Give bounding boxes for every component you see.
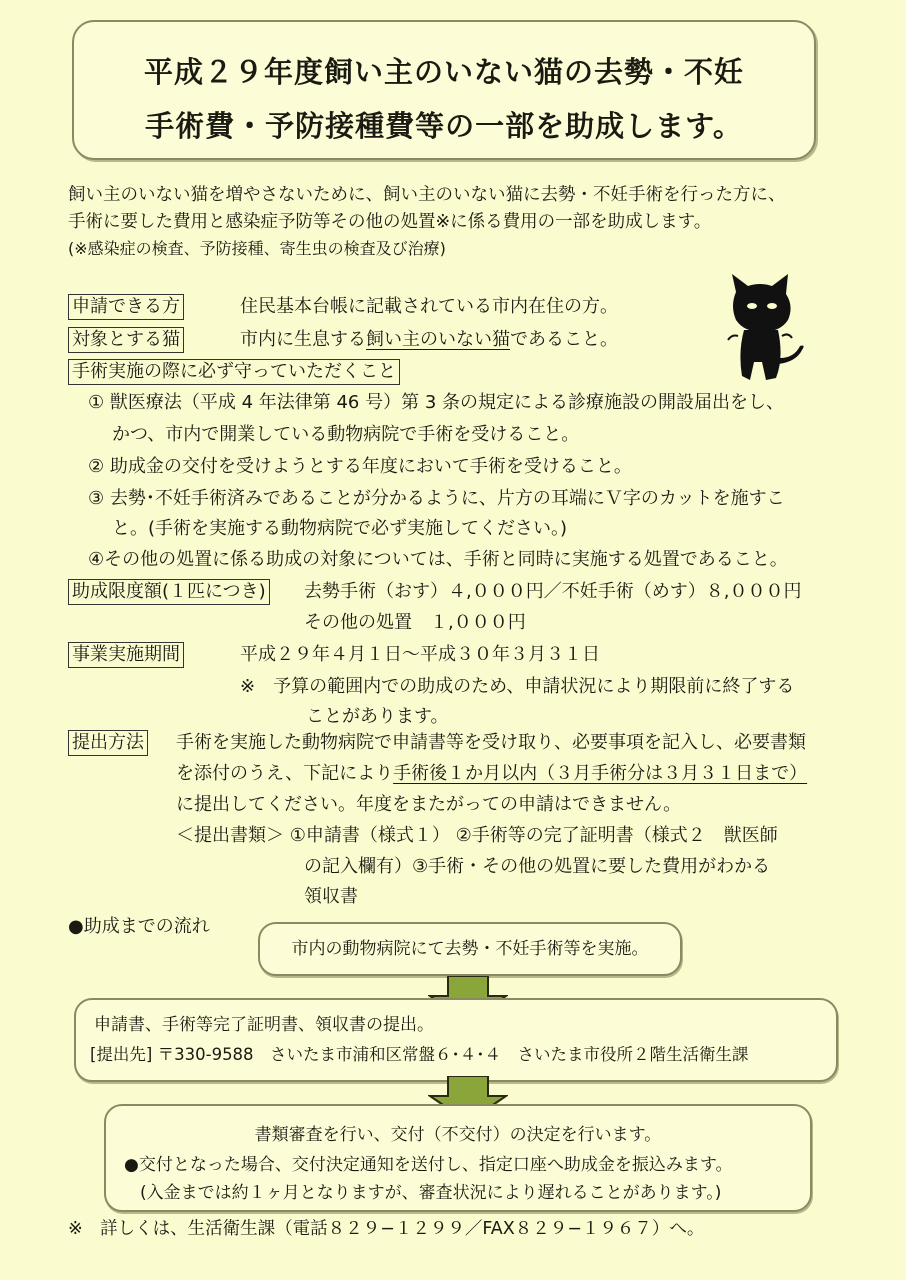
- limit-row: [68, 577, 270, 607]
- flow-step2-line2: [提出先] 〒330-9588 さいたま市浦和区常盤６･４･４ さいたま市役所２階生活衛生課: [90, 1045, 749, 1064]
- limit-label: 助成限度額(１匹につき): [68, 579, 270, 605]
- rule-2: ② 助成金の交付を受けようとする年度において手術を受けること。: [88, 456, 632, 477]
- title-box: [72, 20, 816, 160]
- flow-step2-box: [74, 998, 838, 1082]
- submit-line1: 手術を実施した動物病院で申請書等を受け取り、必要事項を記入し、必要書類: [176, 732, 806, 753]
- target-label: 対象とする猫: [68, 327, 184, 353]
- rules-label: 手術実施の際に必ず守っていただくこと: [68, 359, 400, 385]
- rule-4: ④その他の処置に係る助成の対象については、手術と同時に実施する処置であること。: [88, 549, 788, 570]
- submit-line2-underlined: 手術後１か月以内（３月手術分は３月３１日まで）: [393, 763, 808, 784]
- period-text: 平成２９年４月１日〜平成３０年３月３１日: [240, 644, 600, 665]
- submit-line2: [176, 759, 807, 789]
- limit-line1: 去勢手術（おす）４,０００円／不妊手術（めす）８,０００円: [304, 581, 802, 602]
- target-text-underlined: 飼い主のいない猫: [366, 329, 510, 350]
- rule-1a: ① 獣医療法（平成 4 年法律第 46 号）第 3 条の規定による診療施設の開設届出をし、: [88, 392, 784, 413]
- rule-3a: ③ 去勢･不妊手術済みであることが分かるように、片方の耳端にＶ字のカットを施すこ: [88, 488, 785, 509]
- flow-heading: ●助成までの流れ: [68, 916, 210, 937]
- target-text-pre: 市内に生息する: [240, 329, 366, 350]
- submit-docs2: の記入欄有）③手術・その他の処置に要した費用がわかる: [304, 856, 771, 877]
- page-title-line2: 手術費・予防接種費等の一部を助成します。: [145, 109, 743, 143]
- submit-line3: に提出してください。年度をまたがっての申請はできません。: [176, 794, 682, 815]
- submit-docs3: 領収書: [304, 886, 358, 907]
- intro-note: (※感染症の検査、予防接種、寄生虫の検査及び治療): [68, 239, 446, 258]
- rule-3b: と。(手術を実施する動物病院で必ず実施してください。): [112, 518, 568, 539]
- period-note-b: ことがあります。: [306, 706, 449, 727]
- target-row: [68, 325, 184, 355]
- eligible-text: 住民基本台帳に記載されている市内在住の方。: [240, 296, 618, 317]
- flow-step3-line2: ●交付となった場合、交付決定通知を送付し、指定口座へ助成金を振込みます。: [124, 1155, 733, 1175]
- footer-note: ※ 詳しくは、生活衛生課（電話８２９−１２９９／FAX８２９−１９６７）へ。: [68, 1219, 705, 1239]
- black-cat-icon: [718, 272, 808, 388]
- period-row: [68, 640, 184, 670]
- rule-1b: かつ、市内で開業している動物病院で手術を受けること。: [112, 424, 580, 445]
- submit-docs1: ＜提出書類＞ ①申請書（様式１） ②手術等の完了証明書（様式２ 獣医師: [176, 825, 778, 846]
- submit-line2-pre: を添付のうえ、下記により: [176, 763, 394, 784]
- flow-step1-box: [258, 922, 682, 976]
- eligible-label: 申請できる方: [68, 294, 184, 320]
- limit-line2: その他の処置 １,０００円: [304, 612, 526, 633]
- flow-step3-box: [104, 1104, 812, 1212]
- page-title-line1: 平成２９年度飼い主のいない猫の去勢・不妊: [143, 55, 744, 89]
- intro-line1: 飼い主のいない猫を増やさないために、飼い主のいない猫に去勢・不妊手術を行った方に、: [68, 185, 786, 205]
- flow-step2-line1: 申請書、手術等完了証明書、領収書の提出。: [94, 1015, 434, 1035]
- submit-row: [68, 728, 148, 758]
- eligible-row: [68, 292, 184, 322]
- period-label: 事業実施期間: [68, 642, 184, 668]
- flow-step1-text: 市内の動物病院にて去勢・不妊手術等を実施。: [291, 939, 649, 959]
- intro-line2: 手術に要した費用と感染症予防等その他の処置※に係る費用の一部を助成します。: [68, 212, 712, 232]
- period-note-a: ※ 予算の範囲内での助成のため、申請状況により期限前に終了する: [240, 676, 795, 697]
- flow-step3-line1: 書類審査を行い、交付（不交付）の決定を行います。: [254, 1125, 662, 1145]
- target-text: [240, 325, 618, 355]
- rules-row: [68, 357, 400, 387]
- submit-label: 提出方法: [68, 730, 148, 756]
- flow-step3-line3: (入金までは約１ヶ月となりますが、審査状況により遅れることがあります。): [140, 1183, 722, 1203]
- target-text-post: であること。: [510, 329, 618, 350]
